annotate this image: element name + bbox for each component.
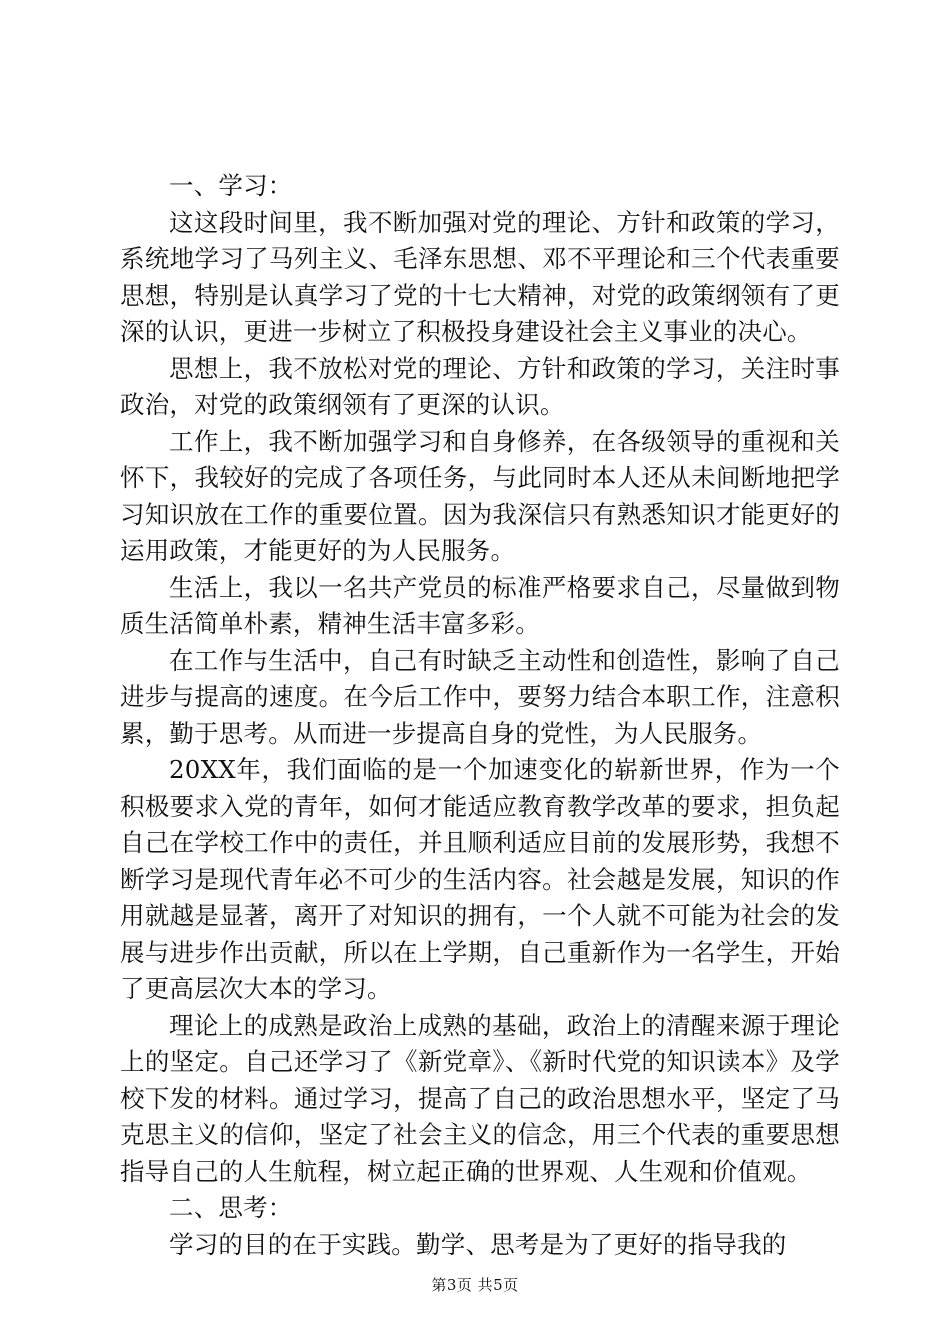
body-paragraph: 学习的目的在于实践。勤学、思考是为了更好的指导我的 <box>169 1229 787 1259</box>
body-paragraph: 20XX年，我们面临的是一个加速变化的崭新世界，作为一个积极要求入党的青年，如何才能适应教育教学改革的要求，担负起自己在学校工作中的责任，并且顺利适应目前的发展形势，我想不断学习是现代青年必不可少的生活内容。社会越是发展，知识的作用就越是显著，离开了对知识的拥有，一个人就不可能为社会的发展与进步作出贡献，所以在上学期，自己重新作为一名学生，开始了更高层次大本的学习。 <box>120 755 840 1003</box>
section-heading-thinking: 二、思考： <box>169 1193 293 1222</box>
body-paragraph: 在工作与生活中，自己有时缺乏主动性和创造性，影响了自己进步与提高的速度。在今后工作中，要努力结合本职工作，注意积累，勤于思考。从而进一步提高自身的党性，为人民服务。 <box>120 645 840 748</box>
section-heading-study: 一、学习： <box>169 171 293 200</box>
document-body <box>120 168 840 1263</box>
page-number-footer: 第3页 共5页 <box>431 1276 519 1294</box>
body-paragraph: 思想上，我不放松对党的理论、方针和政策的学习，关注时事政治，对党的政策纲领有了更深的认识。 <box>120 353 840 419</box>
body-paragraph: 这这段时间里，我不断加强对党的理论、方针和政策的学习，系统地学习了马列主义、毛泽东思想、邓不平理论和三个代表重要思想，特别是认真学习了党的十七大精神，对党的政策纲领有了更深的认识，更进一步树立了积极投身建设社会主义事业的决心。 <box>120 207 840 346</box>
body-paragraph: 理论上的成熟是政治上成熟的基础，政治上的清醒来源于理论上的坚定。自己还学习了《新党章》、《新时代党的知识读本》及学校下发的材料。通过学习，提高了自己的政治思想水平，坚定了马克思主义的信仰，坚定了社会主义的信念，用三个代表的重要思想指导自己的人生航程，树立起正确的世界观、人生观和价值观。 <box>120 1010 840 1186</box>
body-paragraph: 生活上，我以一名共产党员的标准严格要求自己，尽量做到物质生活简单朴素，精神生活丰富多彩。 <box>120 572 840 638</box>
body-paragraph: 工作上，我不断加强学习和自身修养，在各级领导的重视和关怀下，我较好的完成了各项任务，与此同时本人还从未间断地把学习知识放在工作的重要位置。因为我深信只有熟悉知识才能更好的运用政策，才能更好的为人民服务。 <box>120 426 840 565</box>
